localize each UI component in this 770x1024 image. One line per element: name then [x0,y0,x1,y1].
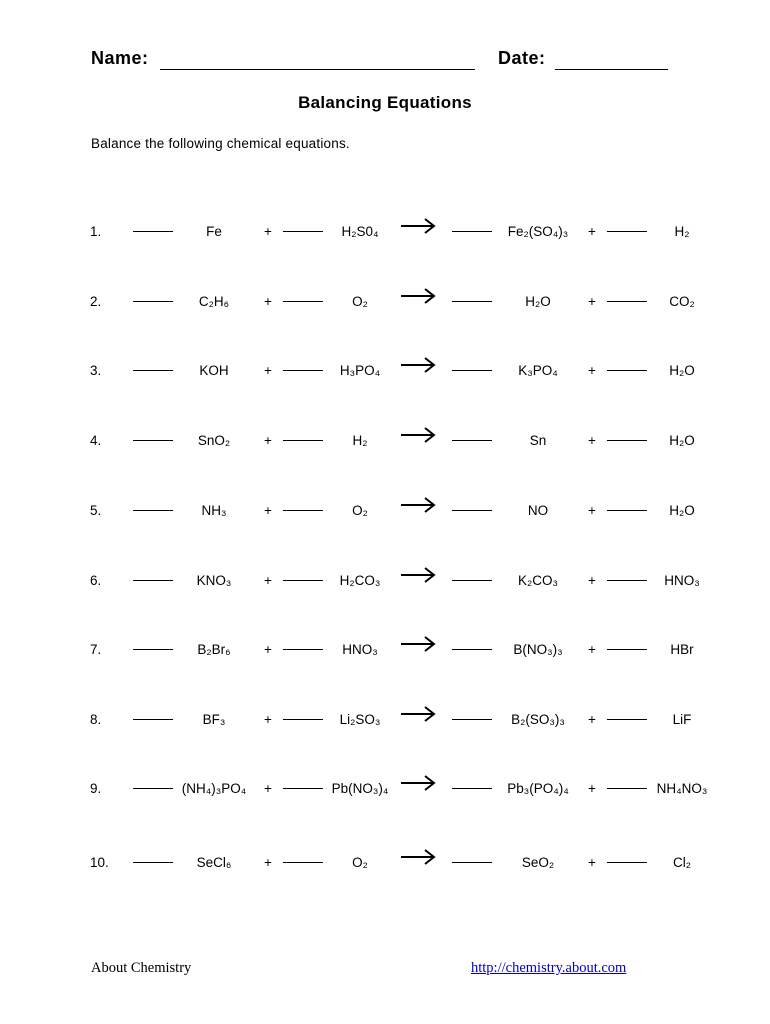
reactant-2: HNO₃ [342,642,378,657]
product-1: Fe₂(SO₄)₃ [507,224,569,239]
equation-row [0,502,770,532]
date-label: Date: [498,48,546,68]
plus-sign: + [264,433,272,448]
equation-number: 5. [90,503,102,518]
date-field-line[interactable] [555,69,668,70]
equation-number: 3. [90,363,102,378]
coefficient-blank[interactable] [452,301,492,302]
reactant-2: O₂ [352,855,368,870]
product-2: H₂O [669,503,695,518]
coefficient-blank[interactable] [452,719,492,720]
equation-number: 8. [90,712,102,727]
reactant-2: H₂CO₃ [339,573,381,588]
name-label: Name: [91,48,149,68]
plus-sign: + [588,855,596,870]
plus-sign: + [588,433,596,448]
right-arrow-icon [399,772,437,799]
coefficient-blank[interactable] [283,301,323,302]
coefficient-blank[interactable] [133,370,173,371]
product-2: Cl₂ [673,855,691,870]
coefficient-blank[interactable] [283,580,323,581]
plus-sign: + [588,294,596,309]
product-2: H₂O [669,363,695,378]
coefficient-blank[interactable] [133,788,173,789]
reactant-2: Pb(NO₃)₄ [331,781,389,796]
reactant-1: SeCl₆ [196,855,232,870]
plus-sign: + [588,642,596,657]
plus-sign: + [588,781,596,796]
product-1: K₃PO₄ [518,363,558,378]
coefficient-blank[interactable] [133,231,173,232]
coefficient-blank[interactable] [452,788,492,789]
coefficient-blank[interactable] [133,510,173,511]
product-2: H₂O [669,433,695,448]
coefficient-blank[interactable] [283,862,323,863]
plus-sign: + [588,503,596,518]
product-2: H₂ [674,224,690,239]
reactant-1: Fe [206,224,222,239]
plus-sign: + [588,363,596,378]
coefficient-blank[interactable] [283,440,323,441]
reactant-1: (NH₄)₃PO₄ [181,781,247,796]
reactant-2: H₂S0₄ [341,224,379,239]
right-arrow-icon [399,424,437,451]
coefficient-blank[interactable] [283,788,323,789]
equation-row [0,572,770,602]
page-title: Balancing Equations [298,93,472,112]
plus-sign: + [264,712,272,727]
right-arrow-icon [399,354,437,381]
product-1: Pb₃(PO₄)₄ [507,781,569,796]
right-arrow-icon [399,494,437,521]
product-2: NH₄NO₃ [656,781,708,796]
reactant-1: KNO₃ [196,573,232,588]
coefficient-blank[interactable] [133,862,173,863]
coefficient-blank[interactable] [452,370,492,371]
product-2: HBr [670,642,694,657]
reactant-1: C₂H₆ [198,294,230,309]
reactant-2: O₂ [352,503,368,518]
equation-row [0,362,770,392]
equation-number: 6. [90,573,102,588]
product-1: B(NO₃)₃ [513,642,563,657]
name-field-line[interactable] [160,69,475,70]
coefficient-blank[interactable] [133,301,173,302]
reactant-2: O₂ [352,294,368,309]
coefficient-blank[interactable] [283,231,323,232]
plus-sign: + [264,363,272,378]
equation-row [0,780,770,810]
reactant-2: Li₂SO₃ [339,712,381,727]
reactant-2: H₂ [352,433,368,448]
plus-sign: + [264,573,272,588]
equation-number: 10. [90,855,109,870]
equation-row [0,711,770,741]
reactant-1: NH₃ [201,503,227,518]
equation-number: 2. [90,294,102,309]
coefficient-blank[interactable] [283,370,323,371]
coefficient-blank[interactable] [452,440,492,441]
coefficient-blank[interactable] [133,719,173,720]
product-1: NO [527,503,549,518]
plus-sign: + [588,224,596,239]
coefficient-blank[interactable] [133,649,173,650]
coefficient-blank[interactable] [133,580,173,581]
reactant-2: H₃PO₄ [339,363,381,378]
reactant-1: BF₃ [202,712,226,727]
plus-sign: + [588,712,596,727]
reactant-1: KOH [199,363,229,378]
equation-row [0,223,770,253]
plus-sign: + [264,224,272,239]
product-2: LiF [672,712,692,727]
right-arrow-icon [399,285,437,312]
equation-number: 7. [90,642,102,657]
coefficient-blank[interactable] [133,440,173,441]
right-arrow-icon [399,564,437,591]
coefficient-blank[interactable] [452,649,492,650]
product-1: SeO₂ [521,855,555,870]
product-1: H₂O [525,294,551,309]
coefficient-blank[interactable] [283,649,323,650]
product-2: HNO₃ [664,573,700,588]
equation-row [0,293,770,323]
plus-sign: + [264,294,272,309]
coefficient-blank[interactable] [283,510,323,511]
coefficient-blank[interactable] [452,510,492,511]
equation-row [0,854,770,884]
product-1: B₂(SO₃)₃ [511,712,565,727]
right-arrow-icon [399,703,437,730]
right-arrow-icon [399,633,437,660]
footer-source: About Chemistry [91,960,192,976]
right-arrow-icon [399,846,437,873]
plus-sign: + [588,573,596,588]
coefficient-blank[interactable] [452,862,492,863]
coefficient-blank[interactable] [452,231,492,232]
equation-row [0,641,770,671]
plus-sign: + [264,781,272,796]
product-1: K₂CO₃ [518,573,558,588]
plus-sign: + [264,855,272,870]
equation-row [0,432,770,462]
equation-number: 9. [90,781,102,796]
equation-number: 1. [90,224,102,239]
product-2: CO₂ [669,294,695,309]
right-arrow-icon [399,215,437,242]
coefficient-blank[interactable] [452,580,492,581]
instructions-text: Balance the following chemical equations. [91,136,350,151]
plus-sign: + [264,642,272,657]
reactant-1: SnO₂ [197,433,231,448]
plus-sign: + [264,503,272,518]
reactant-1: B₂Br₆ [197,642,231,657]
equation-number: 4. [90,433,102,448]
coefficient-blank[interactable] [283,719,323,720]
product-1: Sn [529,433,547,448]
footer-link[interactable]: http://chemistry.about.com [471,960,627,976]
